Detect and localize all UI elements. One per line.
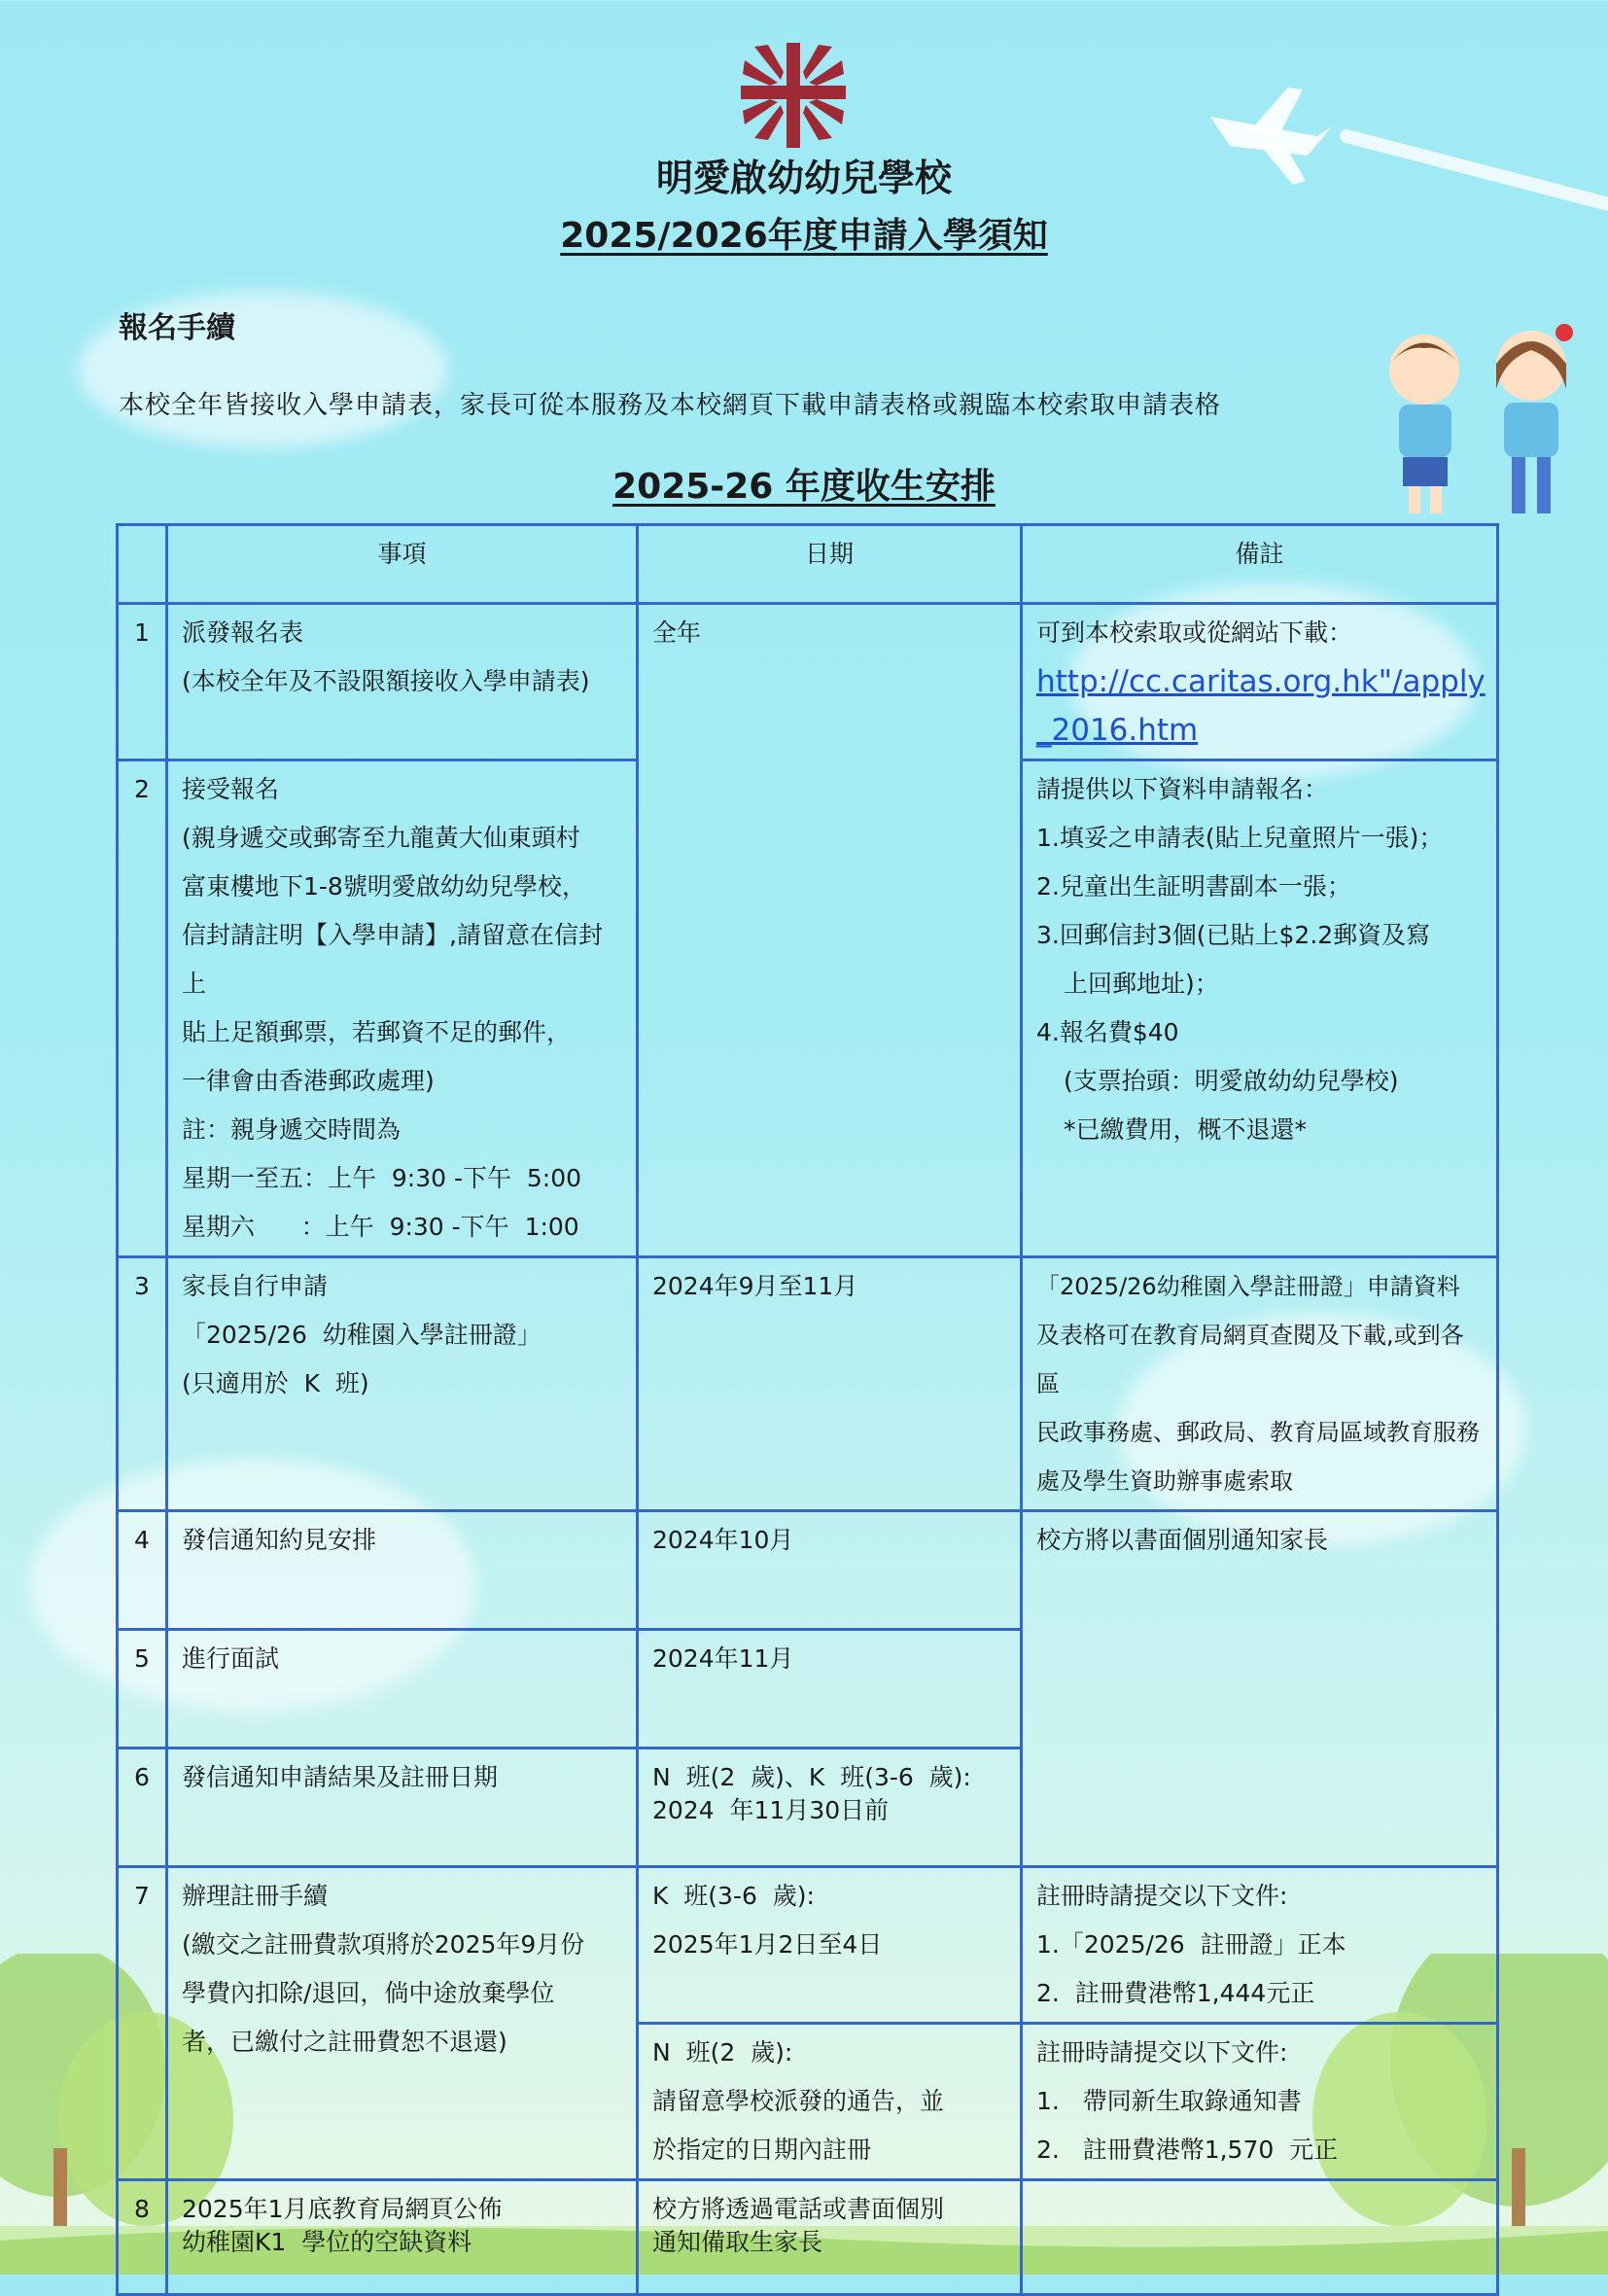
row-number: 8	[118, 2180, 167, 2295]
admission-schedule-table	[116, 523, 1499, 2296]
row-date: 2024年9月至11月	[638, 1257, 1022, 1511]
header-item: 事項	[167, 525, 638, 604]
row-remarks: 註冊時請提交以下文件: 1. 帶同新生取錄通知書 2. 註冊費港幣1,570 元正	[1022, 2024, 1498, 2180]
row-number: 2	[118, 760, 167, 1257]
row-number: 5	[118, 1630, 167, 1748]
row-date: 校方將透過電話或書面個別 通知備取生家長	[638, 2180, 1022, 2295]
row-item: 家長自行申請 「2025/26 幼稚園入學註冊證」 (只適用於 K 班)	[167, 1257, 638, 1511]
row-item: 接受報名 (親身遞交或郵寄至九龍黃大仙東頭村 富東樓地下1-8號明愛啟幼幼兒學校， 信封請註明【入學申請】,請留意在信封上 貼上足額郵票，若郵資不足的郵件， 一律會由香港郵政處理) 註：親身遞交時間為 星期一至五：上午 9:30 -下午 5:00 星期六 ：上午 9:30 -下午 1:00	[167, 760, 638, 1257]
row-item: 2025年1月底教育局網頁公佈 幼稚園K1 學位的空缺資料	[167, 2180, 638, 2295]
document-title: 2025/2026年度申請入學須知	[560, 216, 1048, 256]
header-num	[118, 525, 167, 604]
school-name: 明愛啟幼幼兒學校	[655, 156, 952, 199]
row-item: 派發報名表 (本校全年及不設限額接收入學申請表)	[167, 604, 638, 760]
header-remarks: 備註	[1022, 525, 1498, 604]
intro-text: 本校全年皆接收入學申請表，家長可從本服務及本校網頁下載申請表格或親臨本校索取申請表格	[119, 391, 1222, 420]
row-number: 4	[118, 1511, 167, 1630]
row-number: 6	[118, 1748, 167, 1867]
row-item: 進行面試	[167, 1630, 638, 1748]
row-remarks: 「2025/26幼稚園入學註冊證」申請資料 及表格可在教育局網頁查閱及下載,或到各區 民政事務處、郵政局、教育局區域教育服務 處及學生資助辦事處索取	[1022, 1257, 1498, 1511]
row-date: 全年	[638, 604, 1022, 1257]
row-number: 1	[118, 604, 167, 760]
row-remarks: 校方將以書面個別通知家長	[1022, 1511, 1498, 1867]
row-remarks: 可到本校索取或從網站下載： http://cc.caritas.org.hk"/apply _2016.htm	[1022, 604, 1498, 760]
row-remarks: 請提供以下資料申請報名： 1.填妥之申請表(貼上兒童照片一張)； 2.兒童出生証明書副本一張； 3.回郵信封3個(已貼上$2.2郵資及寫 上回郵地址)； 4.報名費$40 (支票抬頭：明愛啟幼幼兒學校) *已繳費用，概不退還*	[1022, 760, 1498, 1257]
row-remarks	[1022, 2180, 1498, 2295]
table-row	[118, 1867, 1498, 2024]
table-row	[118, 1511, 1498, 1630]
table-header-row	[118, 525, 1498, 604]
table-row	[118, 604, 1498, 760]
application-form-link[interactable]: http://cc.caritas.org.hk"/apply _2016.htm	[1036, 664, 1486, 748]
row-remarks: 註冊時請提交以下文件: 1.「2025/26 註冊證」正本 2. 註冊費港幣1,444元正	[1022, 1867, 1498, 2024]
row-date: N 班(2 歲): 請留意學校派發的通告，並 於指定的日期內註冊	[638, 2024, 1022, 2180]
row-item: 發信通知約見安排	[167, 1511, 638, 1630]
row-number: 7	[118, 1867, 167, 2180]
row-number: 3	[118, 1257, 167, 1511]
row-date: K 班(3-6 歲): 2025年1月2日至4日	[638, 1867, 1022, 2024]
caritas-logo	[735, 37, 852, 154]
row-date: 2024年10月	[638, 1511, 1022, 1630]
table-row	[118, 1257, 1498, 1511]
row-item: 辦理註冊手續 (繳交之註冊費款項將於2025年9月份 學費內扣除/退回，倘中途放棄學位 者，已繳付之註冊費恕不退還)	[167, 1867, 638, 2180]
table-row	[118, 2180, 1498, 2295]
row-date: 2024年11月	[638, 1630, 1022, 1748]
table-title: 2025-26 年度收生安排	[612, 467, 996, 507]
row-item: 發信通知申請結果及註冊日期	[167, 1748, 638, 1867]
section-heading: 報名手續	[119, 311, 235, 345]
row-date: N 班(2 歲)、K 班(3-6 歲): 2024 年11月30日前	[638, 1748, 1022, 1867]
header-date: 日期	[638, 525, 1022, 604]
